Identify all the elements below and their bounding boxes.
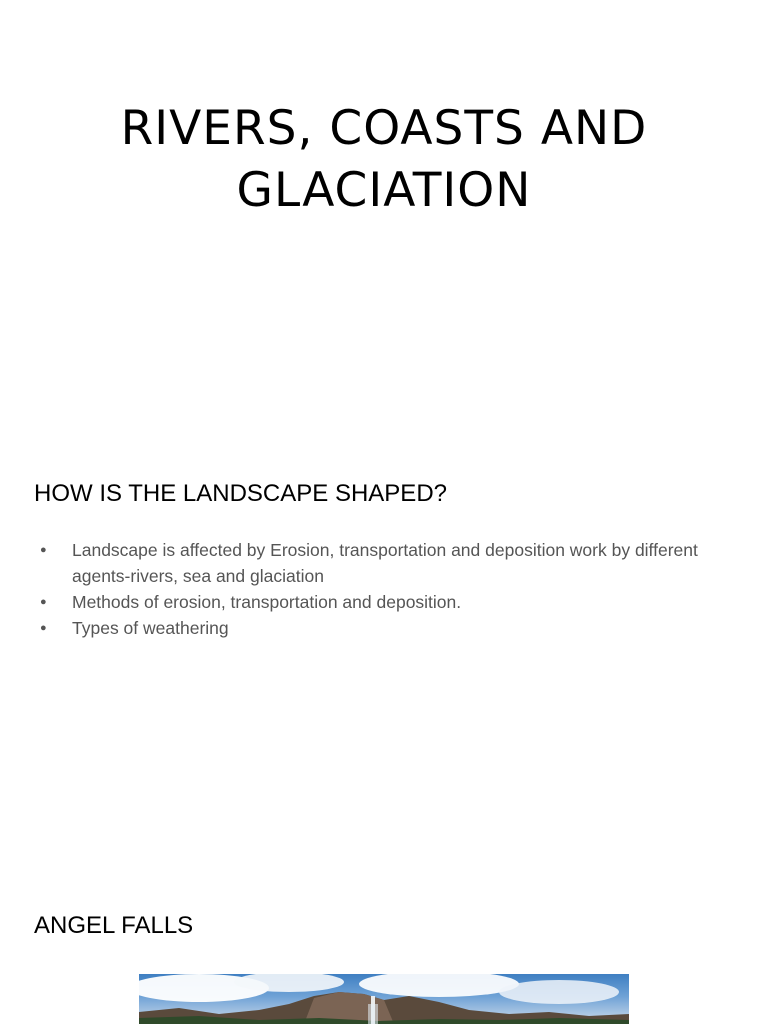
list-item-text: Methods of erosion, transportation and deposition. — [72, 592, 462, 612]
slide-title-line-2: GLACIATION — [236, 163, 532, 218]
slide-title — [0, 98, 768, 222]
bullet-icon: ● — [40, 596, 47, 608]
landscape-bullet-list — [40, 537, 720, 641]
list-item-text: Landscape is affected by Erosion, transportation and deposition work by different agents-rivers, sea and glaciation — [72, 540, 698, 586]
list-item — [40, 537, 720, 589]
bullet-icon: ● — [40, 622, 47, 634]
angel-falls-heading: ANGEL FALLS — [34, 912, 194, 939]
landscape-section-heading: HOW IS THE LANDSCAPE SHAPED? — [34, 480, 447, 507]
angel-falls-photo — [139, 974, 629, 1024]
list-item — [40, 589, 720, 615]
angel-falls-photo-illustration — [139, 974, 629, 1024]
bullet-icon: ● — [40, 544, 47, 556]
list-item-text: Types of weathering — [72, 618, 229, 638]
slide-title-line-1: RIVERS, COASTS AND — [120, 101, 648, 156]
list-item — [40, 615, 720, 641]
